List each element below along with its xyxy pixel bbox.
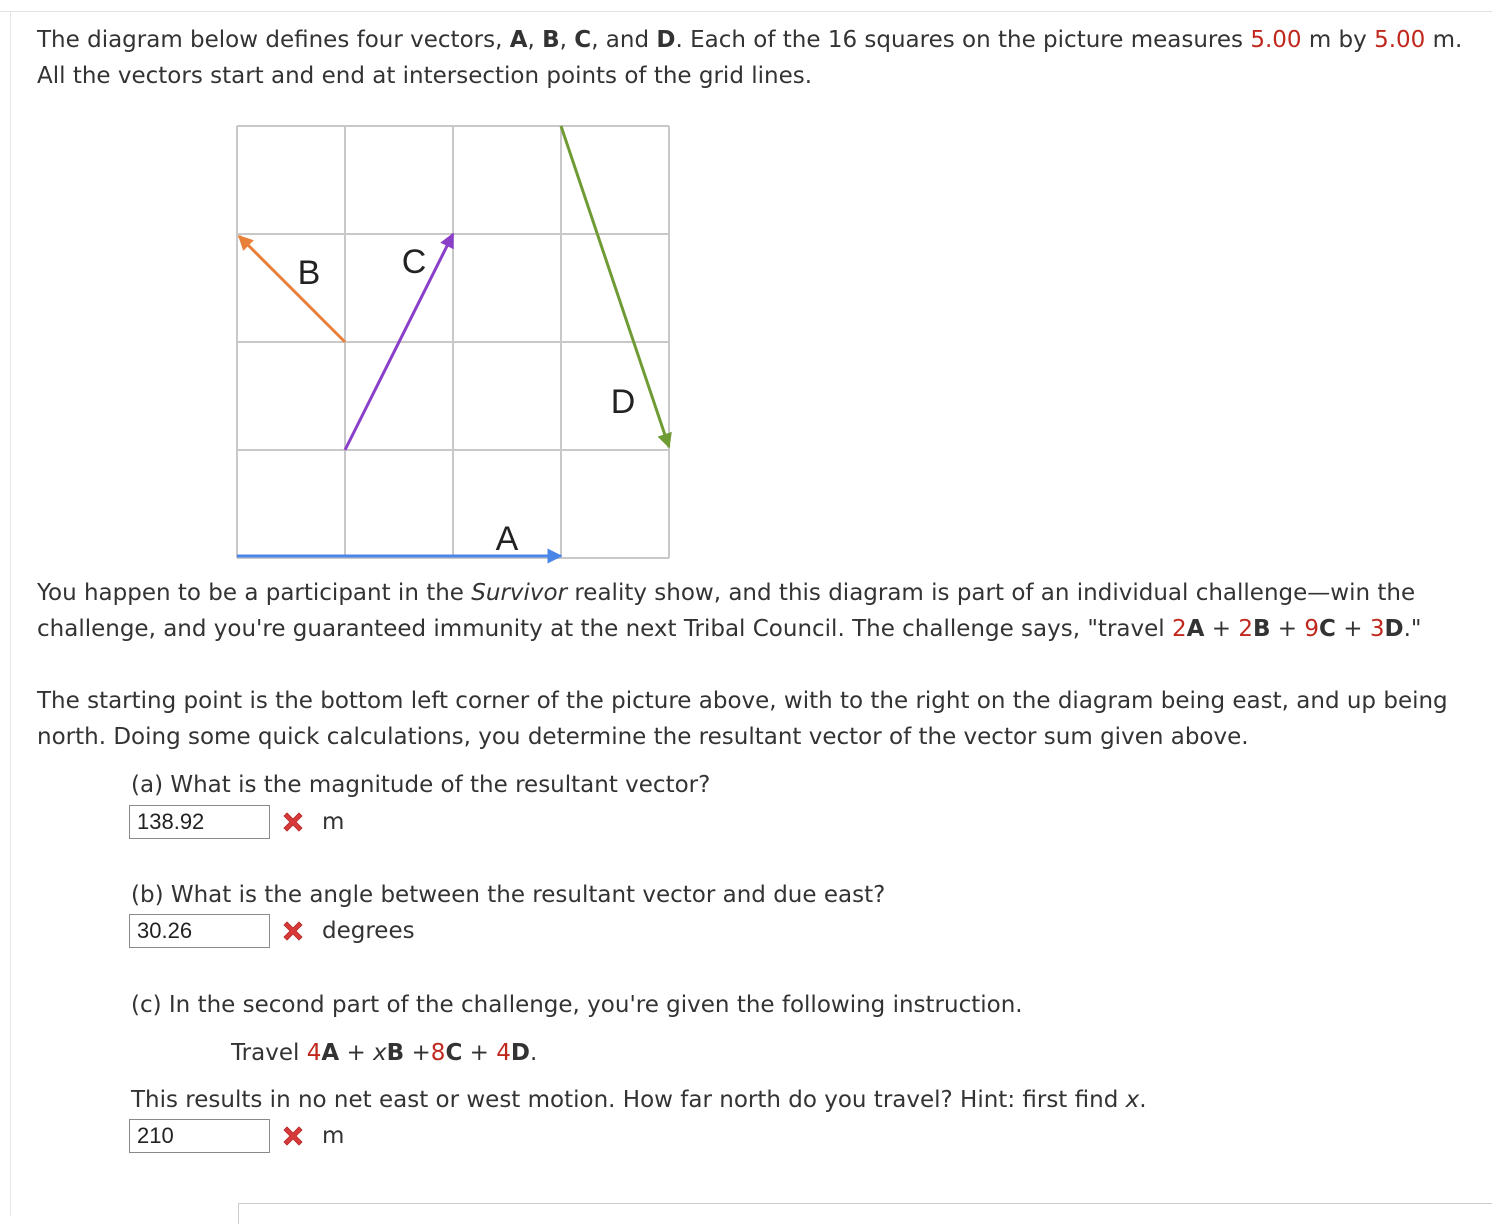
answer-a-input[interactable]: 138.92 [129,805,270,839]
survivor-paragraph: You happen to be a participant in the Survivor reality show, and this diagram is part of an individual challenge—win the challenge, and you're guaranteed immunity at the next Tribal Council. The challenge says, "travel 2A + 2B + 9C + 3D." [37,580,1422,642]
vector-diagram [226,116,686,566]
answer-row-a [129,804,344,840]
top-divider [0,11,1492,12]
answer-b-input[interactable]: 30.26 [129,914,270,948]
vector-c-label: C [401,243,427,281]
hint-text: This results in no net east or west motion. How far north do you travel? Hint: first find x. [131,1087,1147,1113]
vector-a-label: A [495,520,519,558]
red-x-icon [280,918,306,944]
unit-b: degrees [322,918,415,944]
red-x-icon [280,1123,306,1149]
answer-row-b [129,913,415,949]
starting-point-paragraph: The starting point is the bottom left corner of the picture above, with to the right on the diagram being east, and up being north. Doing some quick calculations, you determine the resultant vector of the vector sum given above. [37,688,1448,750]
grid [237,126,669,558]
intro-paragraph: The diagram below defines four vectors, A, B, C, and D. Each of the 16 squares on the picture measures 5.00 m by 5.00 m. All the vectors start and end at intersection points of the grid lines. [37,27,1463,89]
unit-a: m [322,809,345,835]
red-x-icon [280,809,306,835]
vector-b-label: B [297,254,321,292]
vector-d-label: D [610,383,636,421]
question-a: (a) What is the magnitude of the resultant vector? [131,772,711,798]
answer-row-c [129,1118,344,1154]
unit-c: m [322,1123,345,1149]
next-question-container [238,1203,1492,1224]
left-divider [10,12,11,1216]
question-b: (b) What is the angle between the resultant vector and due east? [131,882,886,908]
travel-instruction: Travel 4A + xB +8C + 4D. [231,1040,538,1066]
answer-c-input[interactable]: 210 [129,1119,270,1153]
question-c: (c) In the second part of the challenge, you're given the following instruction. [131,992,1023,1018]
vector-b-arrow [239,236,345,342]
